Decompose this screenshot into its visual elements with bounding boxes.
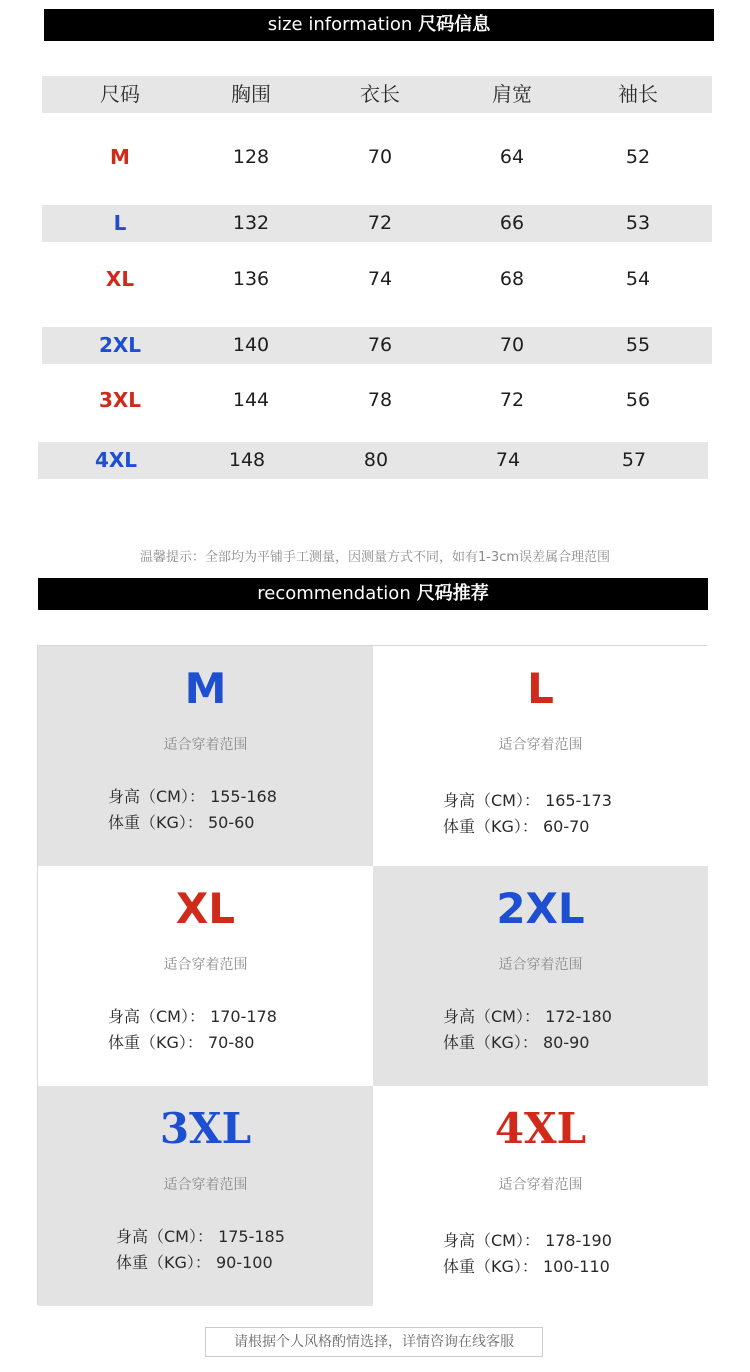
length-value: 80 [363,449,389,471]
recommendation-card-4xl [373,1086,708,1306]
length-value: 76 [367,334,393,356]
length-value: 78 [367,389,393,411]
card-height: 身高（CM）： 155-168 [108,787,277,806]
size-label: XL [105,267,135,291]
card-weight: 体重（KG）： 80-90 [443,1033,590,1052]
shoulder-value: 64 [499,146,525,168]
card-weight: 体重（KG）： 100-110 [443,1257,610,1276]
card-height: 身高（CM）： 175-185 [116,1227,285,1246]
chest-value: 128 [232,146,270,168]
header-length: 衣长 [360,82,400,106]
shoulder-value: 70 [499,334,525,356]
banner-title-en: recommendation [257,583,411,604]
card-subtitle: 适合穿着范围 [498,957,583,973]
shoulder-value: 68 [499,268,525,290]
table-row [38,442,708,479]
card-size: XL [175,884,236,933]
card-size: 2XL [496,884,585,933]
length-value: 72 [367,212,393,234]
sleeve-value: 52 [625,146,651,168]
footer-note: 请根据个人风格酌情选择，详情咨询在线客服 [205,1327,543,1357]
card-subtitle: 适合穿着范围 [163,957,248,973]
table-row [42,139,712,176]
card-height: 身高（CM）： 172-180 [443,1007,612,1026]
size-label: 3XL [98,388,142,412]
table-row [42,382,712,419]
header-sleeve: 袖长 [618,82,658,106]
table-row [42,261,712,298]
size-label: 4XL [94,448,138,472]
table-row [42,205,712,242]
header-size: 尺码 [100,82,140,106]
recommendation-card-m [38,646,373,866]
size-information-banner [44,9,714,41]
card-weight: 体重（KG）： 90-100 [116,1253,273,1272]
card-weight: 体重（KG）： 60-70 [443,817,590,836]
length-value: 70 [367,146,393,168]
card-subtitle: 适合穿着范围 [163,1177,248,1193]
sleeve-value: 57 [621,449,647,471]
banner-title-cn: 尺码信息 [418,14,491,35]
size-label: L [113,211,127,235]
sleeve-value: 53 [625,212,651,234]
recommendation-card-3xl [38,1086,373,1306]
shoulder-value: 74 [495,449,521,471]
card-height: 身高（CM）： 165-173 [443,791,612,810]
chest-value: 136 [232,268,270,290]
card-size: L [527,664,554,713]
size-label: 2XL [98,333,142,357]
shoulder-value: 72 [499,389,525,411]
recommendation-card-xl [38,866,373,1086]
recommendation-grid [37,645,707,1305]
length-value: 74 [367,268,393,290]
chest-value: 148 [228,449,266,471]
table-row [42,327,712,364]
sleeve-value: 56 [625,389,651,411]
card-weight: 体重（KG）： 50-60 [108,813,255,832]
table-header-row [42,76,712,113]
chest-value: 144 [232,389,270,411]
card-height: 身高（CM）： 170-178 [108,1007,277,1026]
card-size: M [184,664,227,713]
card-subtitle: 适合穿着范围 [498,1177,583,1193]
measurement-note: 温馨提示：全部均为平铺手工测量，因测量方式不同，如有1-3cm误差属合理范围 [139,550,611,565]
card-subtitle: 适合穿着范围 [163,737,248,753]
card-size: 3XL [159,1104,252,1153]
card-size: 4XL [494,1104,587,1153]
banner-title-cn: 尺码推荐 [416,583,489,604]
size-label: M [110,145,130,169]
chest-value: 140 [232,334,270,356]
recommendation-card-l [373,646,708,866]
recommendation-card-2xl [373,866,708,1086]
banner-title-en: size information [267,14,413,35]
header-chest: 胸围 [231,82,271,106]
card-subtitle: 适合穿着范围 [498,737,583,753]
chest-value: 132 [232,212,270,234]
recommendation-banner [38,578,708,610]
shoulder-value: 66 [499,212,525,234]
card-weight: 体重（KG）： 70-80 [108,1033,255,1052]
sleeve-value: 54 [625,268,651,290]
header-shoulder: 肩宽 [492,82,532,106]
card-height: 身高（CM）： 178-190 [443,1231,612,1250]
sleeve-value: 55 [625,334,651,356]
